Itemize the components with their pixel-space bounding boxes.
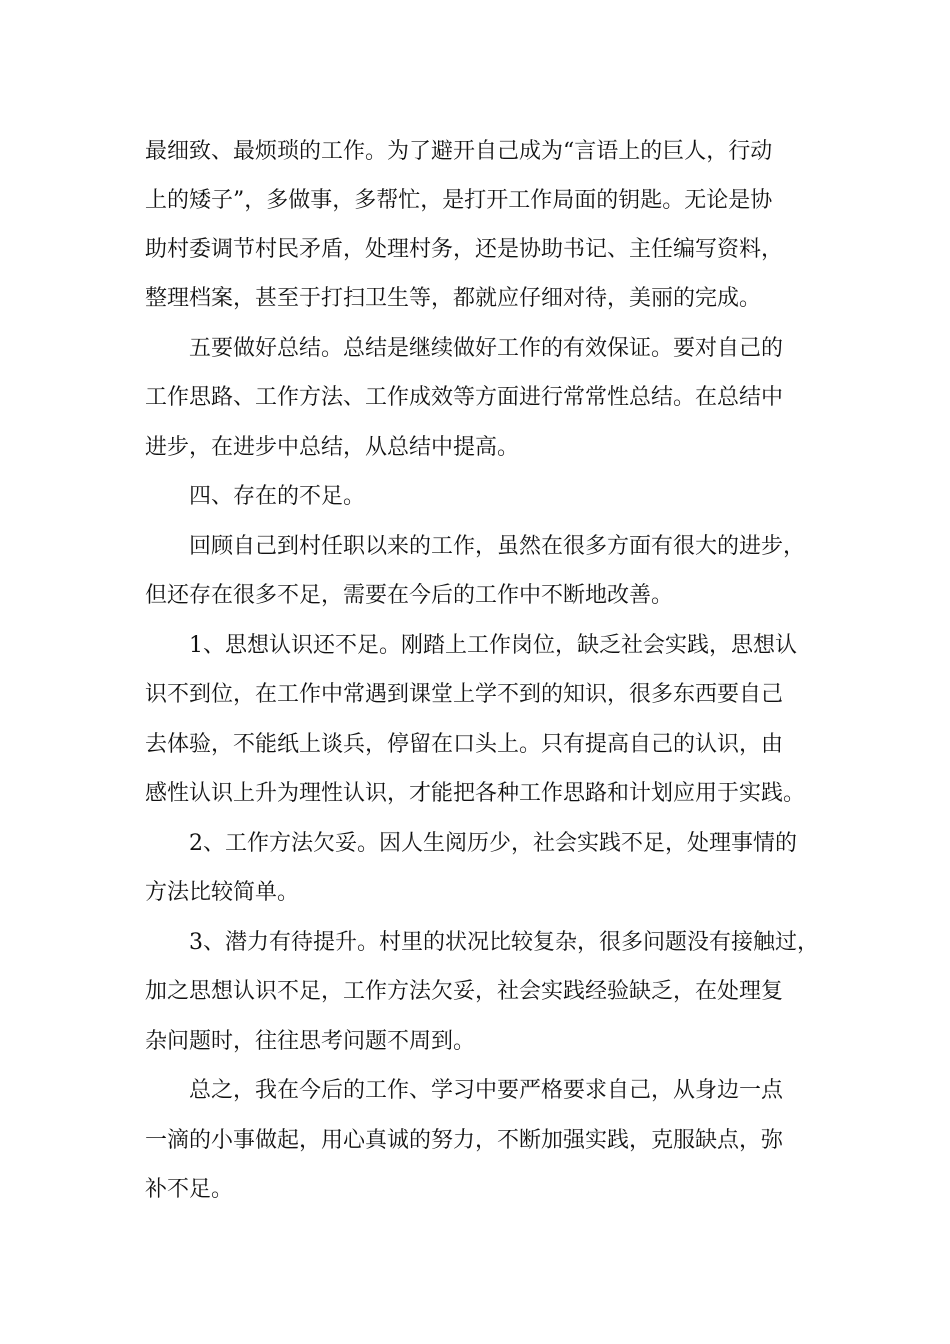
text-line: 感性认识上升为理性认识，才能把各种工作思路和计划应用于实践。 <box>145 781 806 806</box>
text-line: 五要做好总结。总结是继续做好工作的有效保证。要对自己的 <box>189 336 784 361</box>
text-line: 工作思路、工作方法、工作成效等方面进行常常性总结。在总结中 <box>145 385 784 410</box>
text-line: 方法比较简单。 <box>145 880 300 905</box>
text-line: 最细致、最烦琐的工作。为了避开自己成为“言语上的巨人，行动 <box>145 139 773 164</box>
text-line: 1、思想认识还不足。刚踏上工作岗位，缺乏社会实践，思想认 <box>189 633 797 658</box>
text-line: 助村委调节村民矛盾，处理村务，还是协助书记、主任编写资料， <box>145 237 784 262</box>
text-line: 加之思想认识不足，工作方法欠妥，社会实践经验缺乏，在处理复 <box>145 979 784 1004</box>
text-line: 2、工作方法欠妥。因人生阅历少，社会实践不足，处理事情的 <box>189 831 797 856</box>
text-line: 整理档案，甚至于打扫卫生等，都就应仔细对待，美丽的完成。 <box>145 286 762 311</box>
text-line: 进步，在进步中总结，从总结中提高。 <box>145 435 520 460</box>
text-line: 识不到位，在工作中常遇到课堂上学不到的知识，很多东西要自己 <box>145 682 784 707</box>
text-line: 去体验，不能纸上谈兵，停留在口头上。只有提高自己的认识，由 <box>145 732 784 757</box>
text-line: 但还存在很多不足，需要在今后的工作中不断地改善。 <box>145 583 674 608</box>
text-line: 杂问题时，往往思考问题不周到。 <box>145 1029 476 1054</box>
text-line: 上的矮子”，多做事，多帮忙，是打开工作局面的钥匙。无论是协 <box>145 188 773 213</box>
text-line: 3、潜力有待提升。村里的状况比较复杂，很多问题没有接触过， <box>189 930 819 955</box>
text-line: 补不足。 <box>145 1177 234 1202</box>
text-line: 总之，我在今后的工作、学习中要严格要求自己，从身边一点 <box>189 1078 784 1103</box>
section-heading: 四、存在的不足。 <box>189 484 366 509</box>
text-line: 一滴的小事做起，用心真诚的努力，不断加强实践，克服缺点，弥 <box>145 1128 784 1153</box>
text-line: 回顾自己到村任职以来的工作，虽然在很多方面有很大的进步， <box>189 534 806 559</box>
